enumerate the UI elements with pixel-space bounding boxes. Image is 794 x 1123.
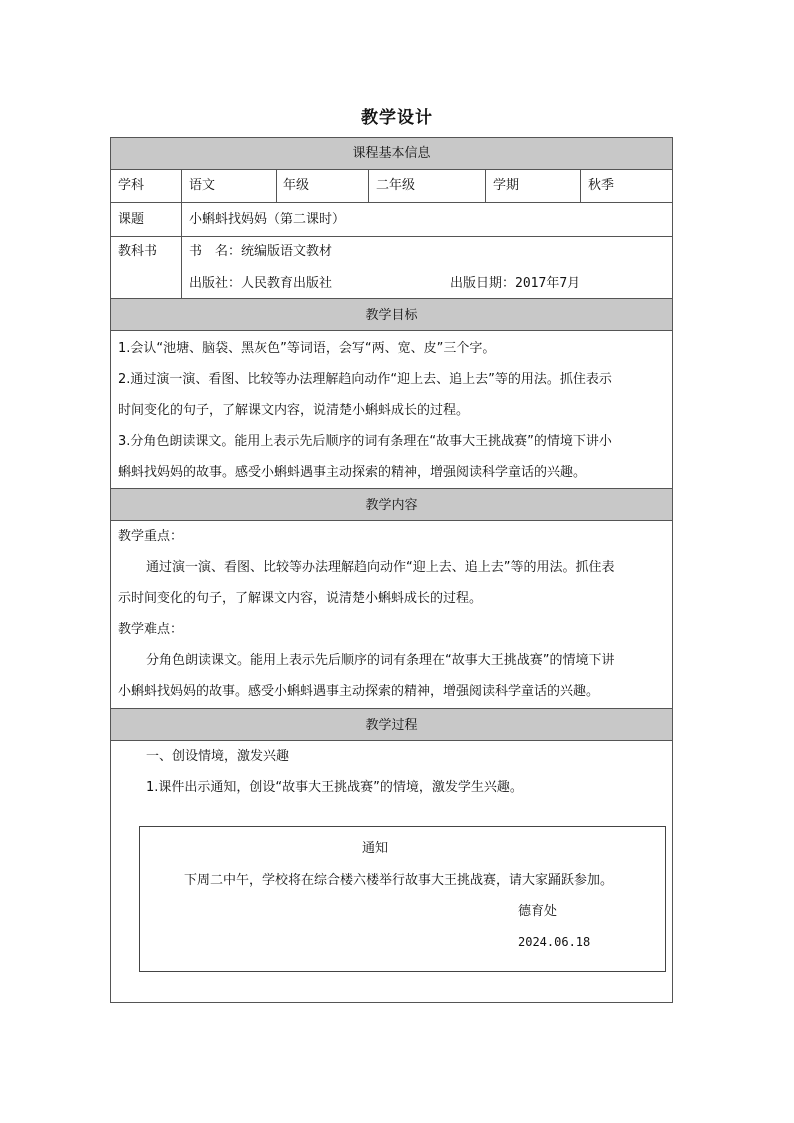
section-header-content: 教学内容 — [111, 488, 672, 521]
process-step-heading: 一、创设情境，激发兴趣 — [146, 749, 290, 764]
difficult-points-line: 分角色朗读课文。能用上表示先后顺序的词有条理在“故事大王挑战赛”的情境下讲 — [146, 653, 615, 668]
process-step-item: 1.课件出示通知，创设“故事大王挑战赛”的情境，激发学生兴趣。 — [146, 780, 523, 795]
pub-date-label: 出版日期： — [450, 276, 516, 291]
column-divider — [181, 170, 182, 298]
book-name — [189, 242, 332, 262]
column-divider — [485, 170, 486, 202]
notice-body: 下周二中午，学校将在综合楼六楼举行故事大王挑战赛，请大家踊跃参加。 — [184, 873, 614, 888]
objective-line: 1.会认“池塘、脑袋、黑灰色”等词语，会写“两、宽、皮”三个字。 — [118, 341, 496, 356]
section-header-process: 教学过程 — [111, 708, 672, 741]
key-points-line: 示时间变化的句子，了解课文内容，说清楚小蝌蚪成长的过程。 — [118, 591, 483, 606]
objective-line: 时间变化的句子，了解课文内容，说清楚小蝌蚪成长的过程。 — [118, 403, 470, 418]
publisher-label: 出版社： — [189, 276, 242, 291]
pub-date-value: 2017年7月 — [515, 276, 581, 291]
column-divider — [580, 170, 581, 202]
row-divider — [111, 202, 672, 203]
objective-line: 蝌蚪找妈妈的故事。感受小蝌蚪遇事主动探索的精神，增强阅读科学童话的兴趣。 — [118, 465, 587, 480]
term-label: 学期 — [493, 178, 520, 193]
section-header-basic-info: 课程基本信息 — [111, 138, 672, 170]
grade-value: 二年级 — [376, 178, 416, 193]
objective-line: 3.分角色朗读课文。能用上表示先后顺序的词有条理在“故事大王挑战赛”的情境下讲小 — [118, 434, 612, 449]
notice-title: 通知 — [362, 841, 389, 856]
difficult-points-line: 小蝌蚪找妈妈的故事。感受小蝌蚪遇事主动探索的精神，增强阅读科学童话的兴趣。 — [118, 684, 600, 699]
document-title: 教学设计 — [361, 108, 433, 128]
publisher — [189, 274, 332, 294]
notice-signature: 德育处 — [518, 904, 558, 919]
grade-label: 年级 — [283, 178, 310, 193]
publication-date — [450, 274, 580, 294]
topic-label: 课题 — [118, 212, 145, 227]
key-points-line: 通过演一演、看图、比较等办法理解趋向动作“迎上去、追上去”等的用法。抓住表 — [146, 560, 615, 575]
notice-date: 2024.06.18 — [518, 935, 591, 949]
section-header-objectives: 教学目标 — [111, 298, 672, 331]
objective-line: 2.通过演一演、看图、比较等办法理解趋向动作“迎上去、追上去”等的用法。抓住表示 — [118, 372, 612, 387]
subject-value: 语文 — [189, 178, 216, 193]
topic-value: 小蝌蚪找妈妈（第二课时） — [189, 212, 346, 227]
key-points-label: 教学重点： — [118, 529, 184, 544]
notice-box — [139, 826, 666, 972]
column-divider — [276, 170, 277, 202]
subject-label: 学科 — [118, 178, 145, 193]
term-value: 秋季 — [588, 178, 615, 193]
difficult-points-label: 教学难点： — [118, 622, 184, 637]
publisher-value: 人民教育出版社 — [241, 276, 333, 291]
column-divider — [368, 170, 369, 202]
row-divider — [111, 236, 672, 237]
book-name-value: 统编版语文教材 — [241, 244, 333, 259]
lesson-plan-table — [110, 137, 673, 1003]
textbook-label: 教科书 — [118, 244, 158, 259]
book-name-label: 书 名： — [189, 244, 242, 259]
